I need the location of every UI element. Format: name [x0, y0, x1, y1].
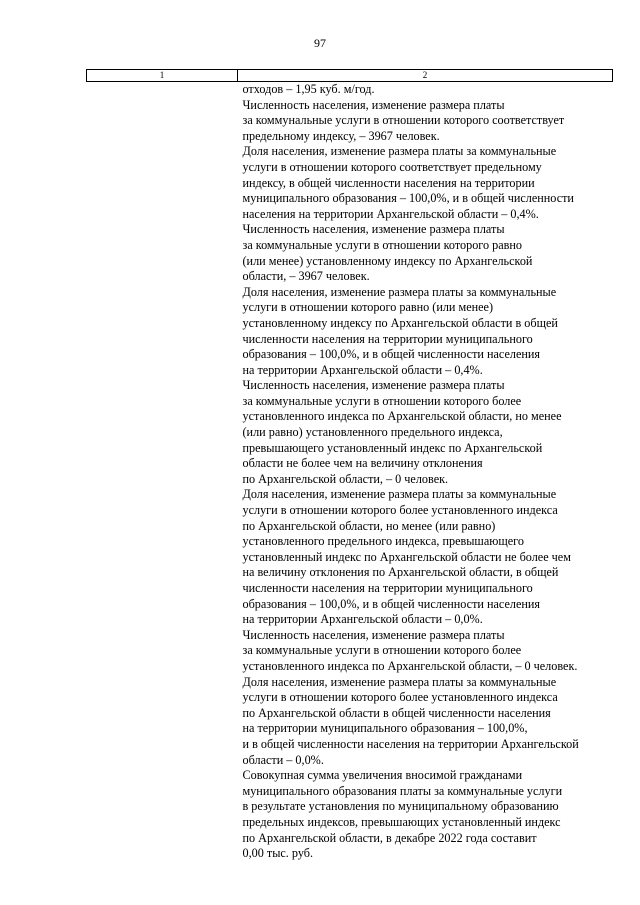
text-line: Совокупная сумма увеличения вносимой гражданами	[242, 768, 523, 783]
text-line: Доля населения, изменение размера платы за коммунальные	[242, 284, 557, 299]
text-line: и в общей численности населения на территории Архангельской	[242, 736, 579, 751]
text-line: на территории Архангельской области – 0,0%.	[242, 612, 483, 627]
text-line: превышающего установленный индекс по Архангельской	[242, 440, 543, 455]
text-line: 0,00 тыс. руб.	[242, 846, 314, 861]
text-line: за коммунальные услуги в отношении которого равно	[242, 237, 523, 252]
text-line: на территории Архангельской области – 0,4%.	[242, 362, 483, 377]
text-line: области, – 3967 человек.	[242, 269, 370, 284]
text-line: численности населения на территории муниципального	[242, 331, 533, 346]
table-row	[87, 82, 613, 862]
text-line: индексу, в общей численности населения на территории	[242, 175, 535, 190]
text-line: муниципального образования – 100,0%, и в общей численности	[242, 191, 574, 206]
text-line: образования – 100,0%, и в общей численности населения	[242, 596, 541, 611]
text-line: услуги в отношении которого соответствует предельному	[242, 159, 542, 174]
text-line: Численность населения, изменение размера платы	[242, 378, 505, 393]
text-line: образования – 100,0%, и в общей численности населения	[242, 347, 541, 362]
text-line: Численность населения, изменение размера платы	[242, 627, 505, 642]
text-line: на величину отклонения по Архангельской области, в общей	[242, 565, 559, 580]
text-line: Численность населения, изменение размера платы	[242, 97, 505, 112]
text-line: Доля населения, изменение размера платы за коммунальные	[242, 144, 557, 159]
text-line: установленного предельного индекса, превышающего	[242, 534, 524, 549]
text-line: (или равно) установленного предельного индекса,	[242, 425, 503, 440]
text-line: установленному индексу по Архангельской области в общей	[242, 315, 558, 330]
text-line: области – 0,0%.	[242, 752, 324, 767]
page-number: 97	[314, 36, 326, 50]
text-line: области не более чем на величину отклонения	[242, 456, 483, 471]
column-header-2: 2	[238, 70, 613, 82]
text-line: по Архангельской области, но менее (или равно)	[242, 518, 496, 533]
text-line: услуги в отношении которого более установленного индекса	[242, 503, 558, 518]
text-line: предельных индексов, превышающих установленный индекс	[242, 814, 561, 829]
body-text	[238, 82, 613, 862]
text-line: за коммунальные услуги в отношении которого соответствует	[242, 113, 565, 128]
column-1-cell	[87, 82, 238, 862]
text-line: по Архангельской области, в декабре 2022 года составит	[242, 830, 537, 845]
table-header-row	[87, 70, 613, 82]
text-line: за коммунальные услуги в отношении которого более	[242, 643, 522, 658]
text-line: по Архангельской области, – 0 человек.	[242, 471, 449, 486]
text-line: установленного индекса по Архангельской области, – 0 человек.	[242, 658, 578, 673]
text-line: предельному индексу, – 3967 человек.	[242, 128, 440, 143]
text-line: Доля населения, изменение размера платы за коммунальные	[242, 487, 557, 502]
document-table	[86, 69, 613, 862]
text-line: в результате установления по муниципальному образованию	[242, 799, 559, 814]
text-line: (или менее) установленному индексу по Архангельской	[242, 253, 533, 268]
text-line: услуги в отношении которого равно (или менее)	[242, 300, 494, 315]
column-header-1: 1	[87, 70, 238, 82]
text-line: установленный индекс по Архангельской области не более чем	[242, 549, 571, 564]
text-line: услуги в отношении которого более установленного индекса	[242, 690, 558, 705]
text-line: установленного индекса по Архангельской области, но менее	[242, 409, 562, 424]
text-line: по Архангельской области в общей численности населения	[242, 705, 551, 720]
text-line: на территории муниципального образования – 100,0%,	[242, 721, 528, 736]
text-line: численности населения на территории муниципального	[242, 581, 533, 595]
text-line: муниципального образования платы за коммунальные услуги	[242, 783, 563, 798]
text-line: Численность населения, изменение размера платы	[242, 222, 505, 237]
text-line: Доля населения, изменение размера платы за коммунальные	[242, 674, 557, 689]
text-line: отходов – 1,95 куб. м/год.	[242, 82, 375, 96]
column-2-cell	[238, 82, 613, 862]
text-line: населения на территории Архангельской области – 0,4%.	[242, 206, 539, 221]
text-line: за коммунальные услуги в отношении которого более	[242, 393, 522, 408]
